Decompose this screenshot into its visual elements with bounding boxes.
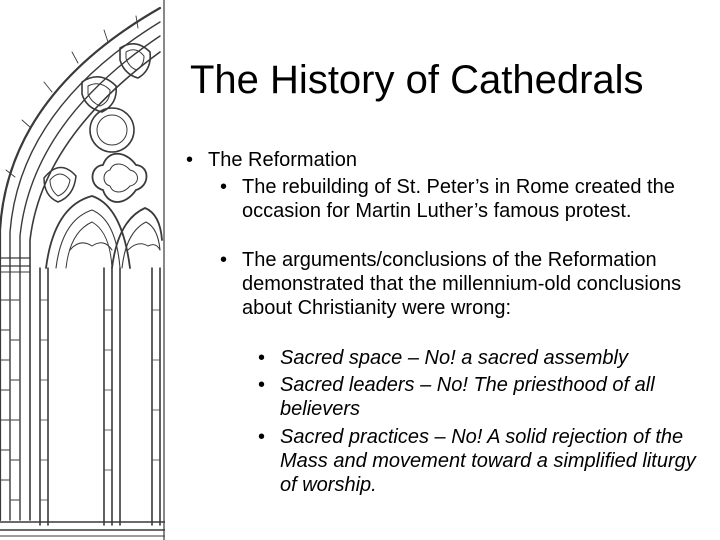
bullet-text: Sacred leaders – No! The priesthood of all believers [280,374,655,420]
bullet-marker: • [258,426,266,448]
bullet-reformation [186,148,686,172]
bullet-marker: • [186,149,194,171]
bullet-text: The arguments/conclusions of the Reformation demonstrated that the millennium-old conclusions about Christianity were wrong: [242,249,682,319]
bullet-sacred-space [258,346,708,370]
slide-title: The History of Cathedrals [190,58,644,102]
bullet-text: The rebuilding of St. Peter’s in Rome created the occasion for Martin Luther’s famous protest. [242,176,675,222]
bullet-text: Sacred practices – No! A solid rejection of the Mass and movement toward a simplified liturgy of worship. [280,426,696,496]
bullet-st-peters [220,175,710,223]
bullet-sacred-leaders [258,373,708,421]
bullet-marker: • [220,176,228,198]
bullet-arguments [220,248,710,320]
bullet-sacred-practices [258,425,708,497]
gothic-window-tracery-illustration [0,0,165,540]
bullet-marker: • [220,249,228,271]
bullet-text: Sacred space – No! a sacred assembly [280,347,628,369]
bullet-marker: • [258,374,266,396]
bullet-text: The Reformation [208,149,357,171]
bullet-marker: • [258,347,266,369]
